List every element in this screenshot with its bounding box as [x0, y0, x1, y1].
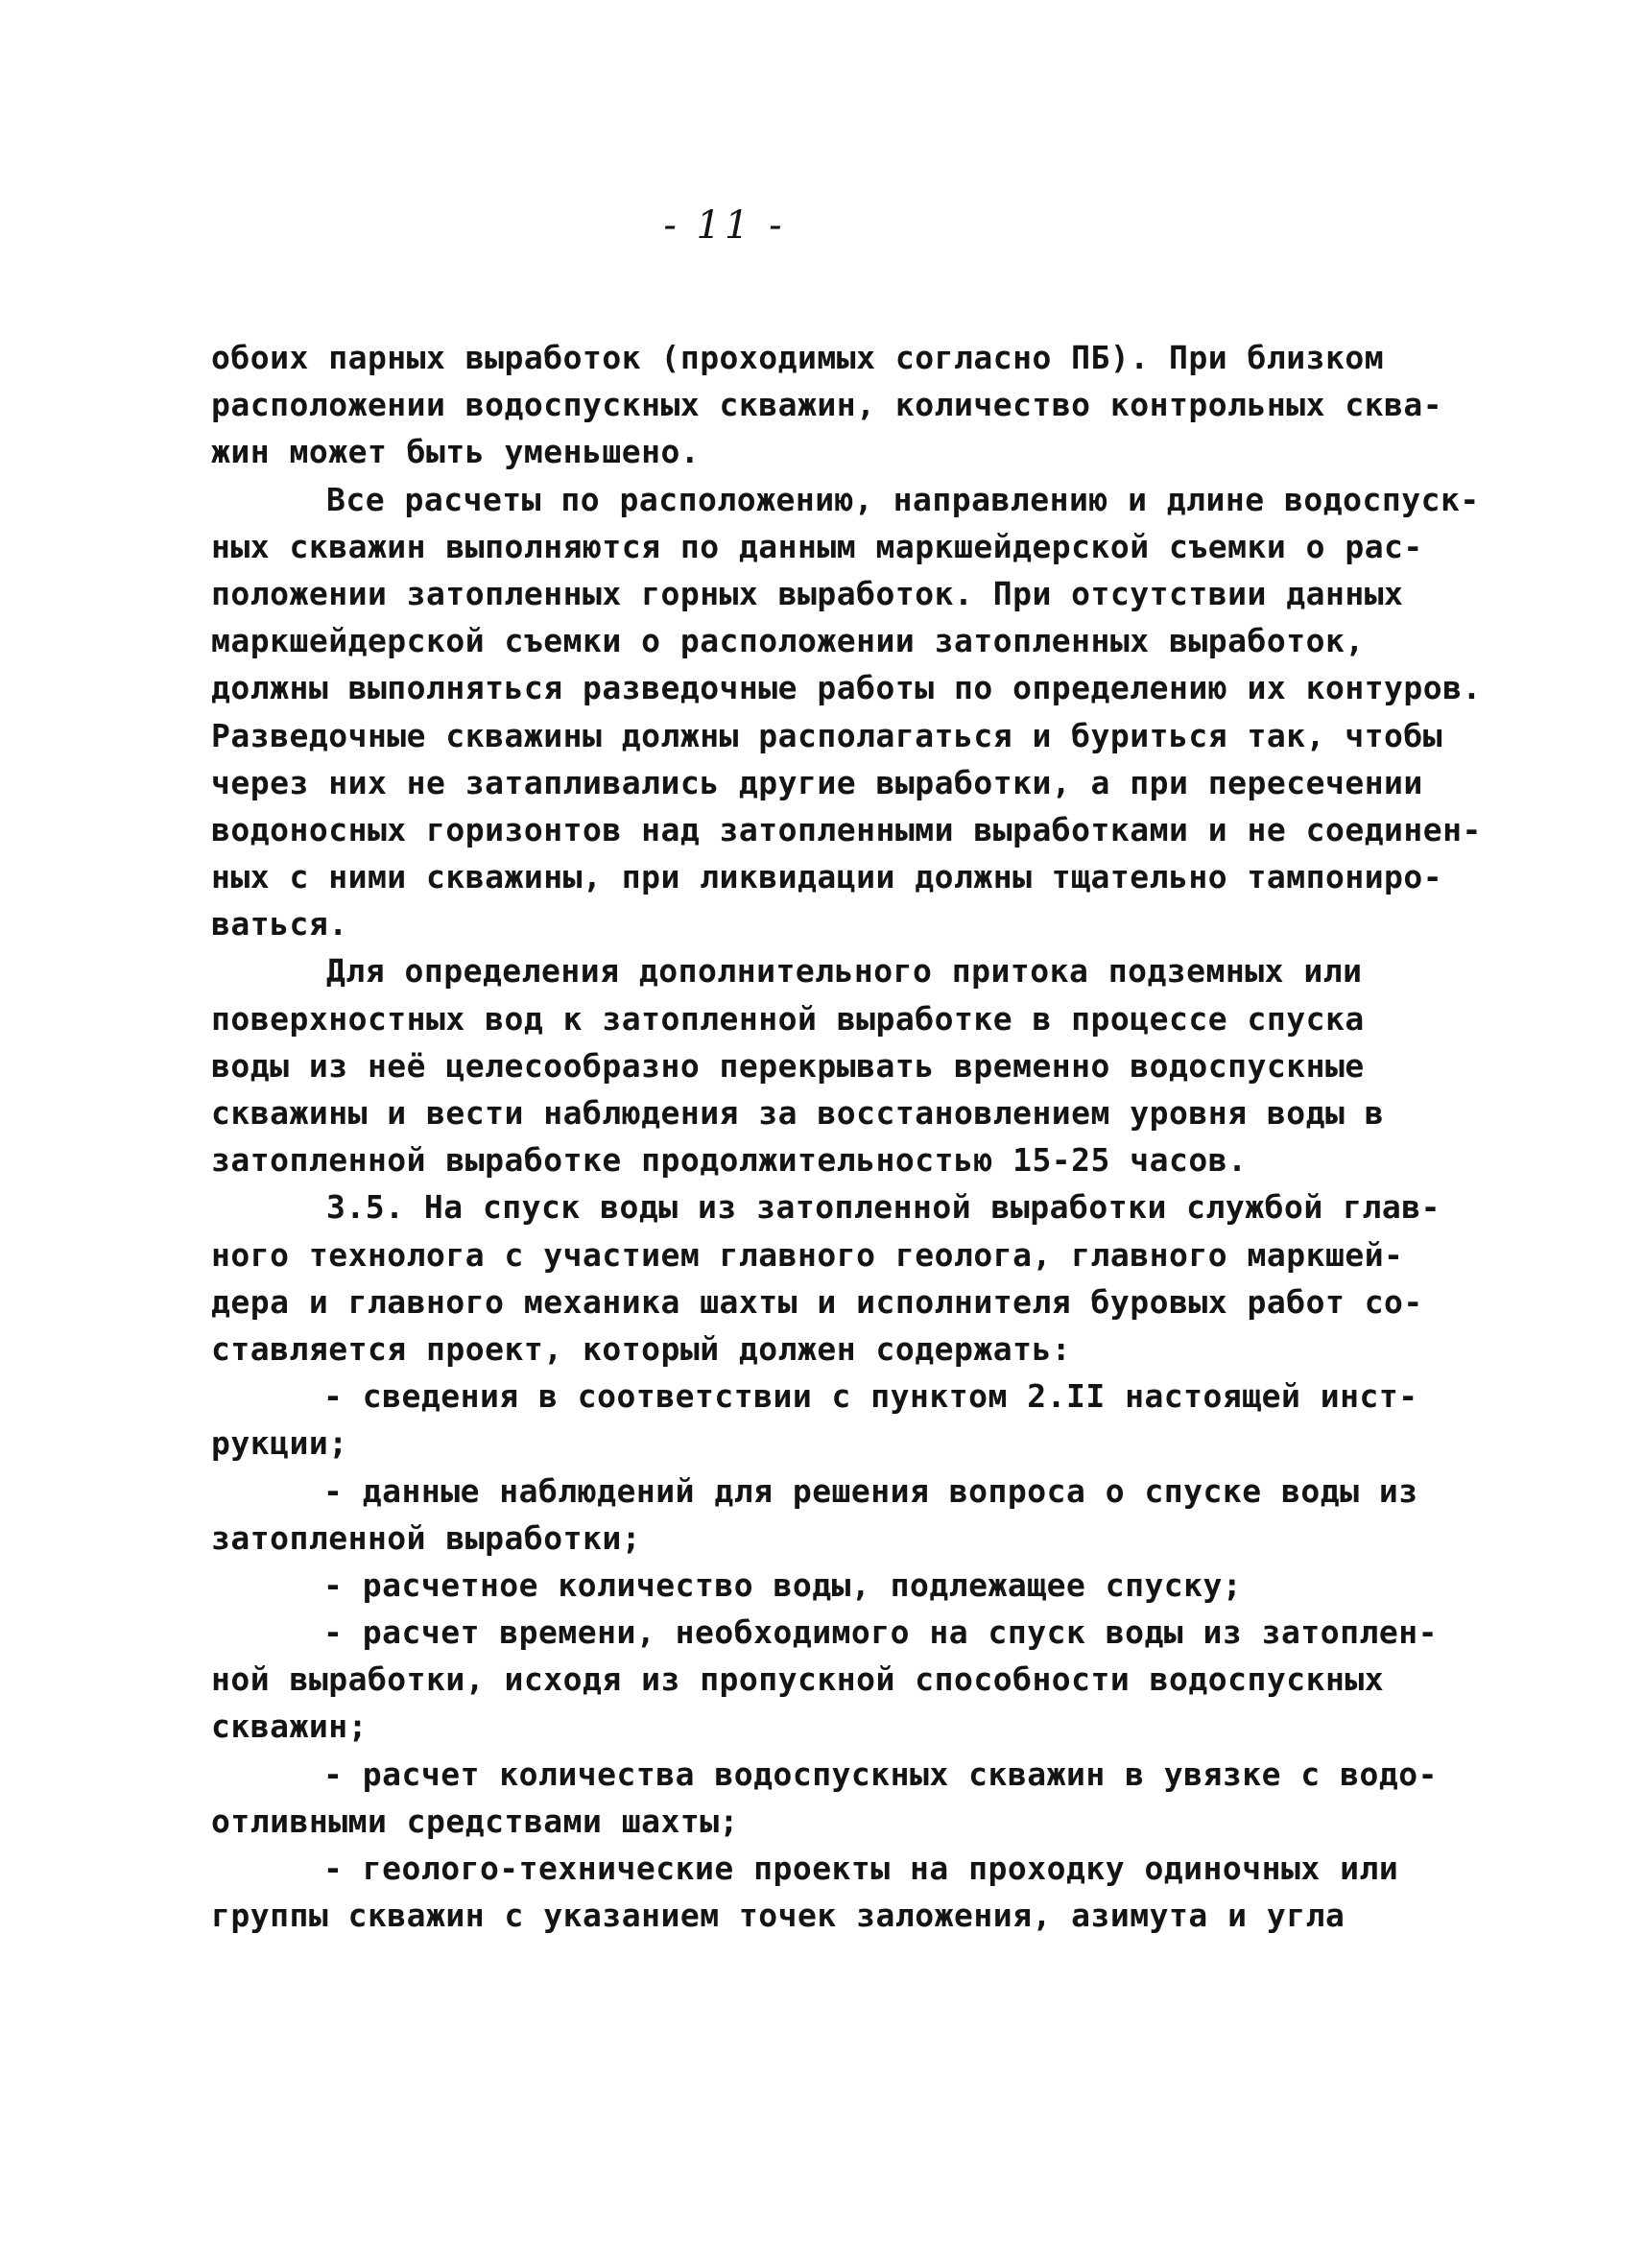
text-line: Разведочные скважины должны располагаться и буриться так, чтобы	[211, 716, 1443, 754]
text-line: ных с ними скважины, при ликвидации должны тщательно тампониро-	[211, 858, 1443, 896]
text-line: жин может быть уменьшено.	[211, 433, 701, 471]
list-item-line: - расчетное количество воды, подлежащее спуску;	[323, 1565, 1243, 1604]
list-item-line: - геолого-технические проекты на проходку одиночных или	[323, 1850, 1399, 1887]
paragraph-first-line: Все расчеты по расположению, направлению и длине водоспуск-	[326, 480, 1480, 518]
text-line: ной выработки, исходя из пропускной способности водоспускных	[211, 1660, 1385, 1699]
list-item-line: - расчет времени, необходимого на спуск воды из затоплен-	[323, 1613, 1438, 1652]
text-line: затопленной выработке продолжительностью 15-25 часов.	[211, 1141, 1248, 1180]
text-line: маркшейдерской съемки о расположении затопленных выработок,	[211, 622, 1365, 660]
text-line: воды из неё целесообразно перекрывать временно водоспускные	[211, 1046, 1365, 1085]
text-line: ного технолога с участием главного геолога, главного маркшей-	[211, 1235, 1404, 1274]
text-line: ваться.	[211, 905, 348, 943]
text-line: скважин;	[211, 1707, 368, 1746]
text-line: затопленной выработки;	[211, 1518, 642, 1557]
text-line: водоносных горизонтов над затопленными выработками и не соединен-	[211, 810, 1482, 848]
text-line: поверхностных вод к затопленной выработке в процессе спуска	[211, 999, 1365, 1038]
text-line: скважины и вести наблюдения за восстановлением уровня воды в	[211, 1094, 1385, 1132]
list-item-line: - расчет количества водоспускных скважин в увязке с водо-	[323, 1755, 1438, 1793]
text-line: ставляется проект, который должен содержать:	[211, 1329, 1072, 1368]
page-number: - 11 -	[663, 203, 786, 248]
text-line: через них не затапливались другие выработки, а при пересечении	[211, 763, 1423, 801]
body-text	[211, 334, 1482, 1939]
section-heading-line: 3.5. На спуск воды из затопленной выработки службой глав-	[326, 1188, 1441, 1227]
text-line: рукции;	[211, 1424, 348, 1463]
paragraph-first-line: Для определения дополнительного притока подземных или	[326, 952, 1363, 991]
text-line: расположении водоспускных скважин, количество контрольных сква-	[211, 386, 1443, 424]
list-item-line: - сведения в соответствии с пунктом 2.II настоящей инст-	[323, 1377, 1418, 1416]
text-line: отливными средствами шахты;	[211, 1802, 739, 1840]
text-line: положении затопленных горных выработок. При отсутствии данных	[211, 574, 1404, 612]
text-line: ных скважин выполняются по данным маркшейдерской съемки о рас-	[211, 527, 1423, 565]
list-item-line: - данные наблюдений для решения вопроса о спуске воды из	[323, 1471, 1418, 1510]
text-line: должны выполняться разведочные работы по определению их контуров.	[211, 669, 1482, 707]
text-line: дера и главного механика шахты и исполнителя буровых работ со-	[211, 1282, 1423, 1321]
text-line: обоих парных выработок (проходимых согласно ПБ). При близком	[211, 339, 1385, 376]
text-line: группы скважин с указанием точек заложения, азимута и угла	[211, 1897, 1345, 1935]
